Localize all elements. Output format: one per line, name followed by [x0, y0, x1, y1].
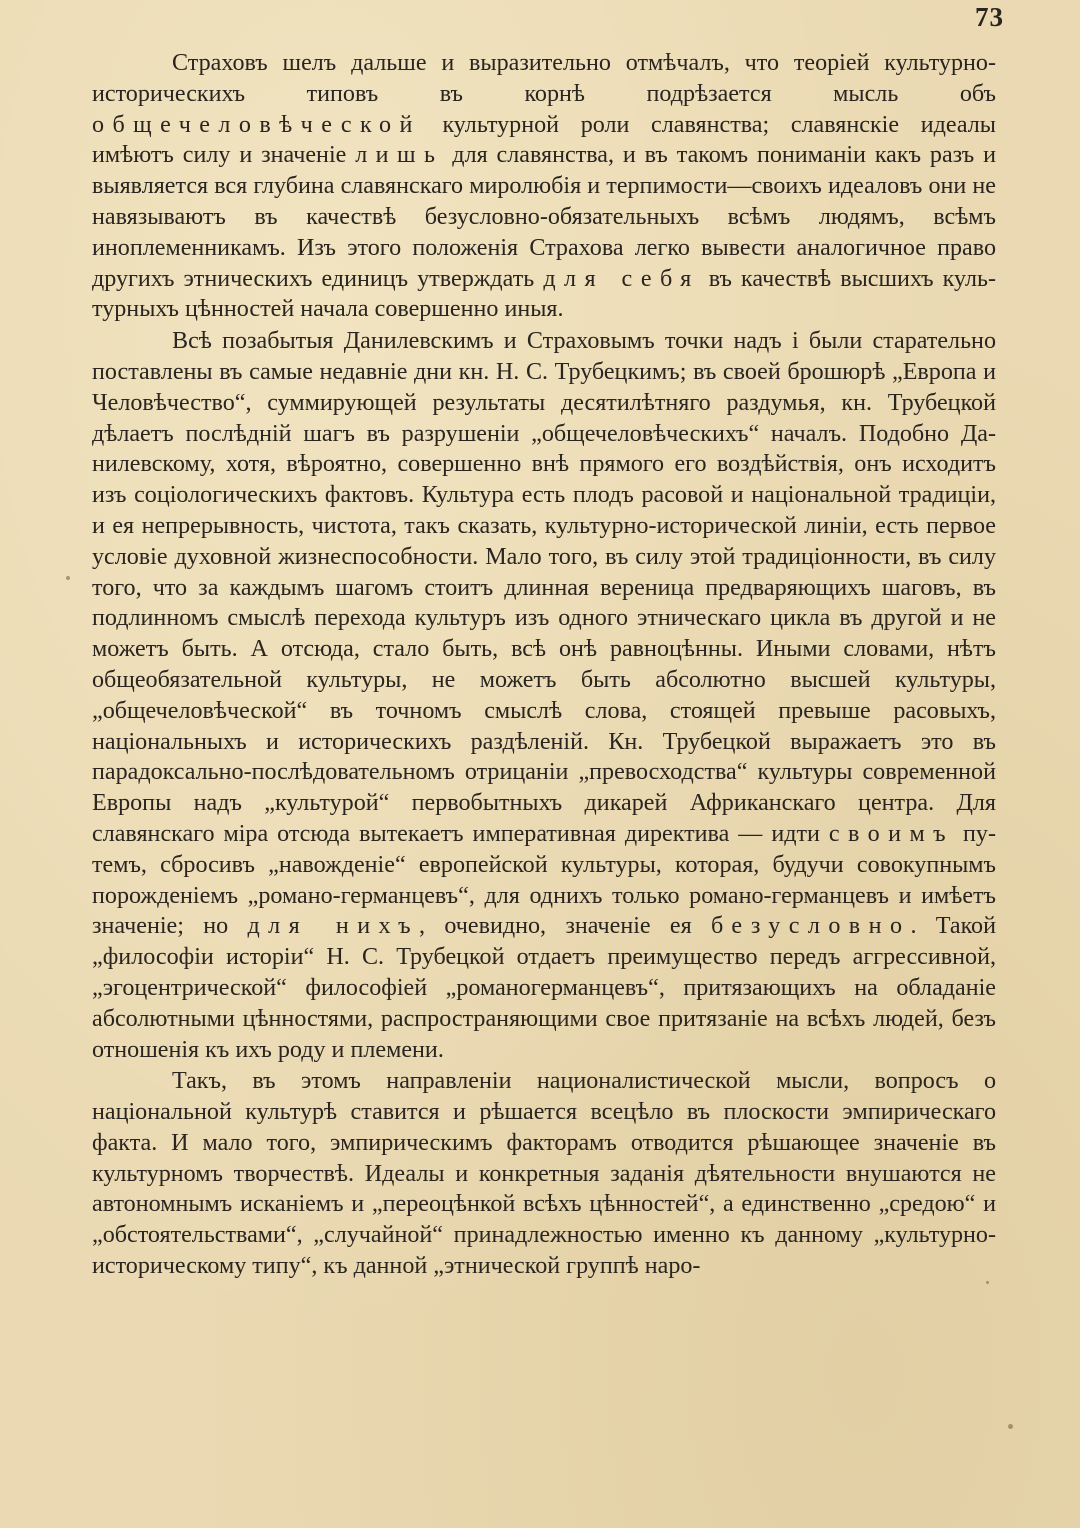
text-run: Всѣ позабытыя Данилевскимъ и Страховымъ точки надъ і были старательно поставлены въ самые недавніе дни кн. Н. С. Трубецкимъ; въ своей брошюрѣ „Европа и Человѣчество“, суммирующей результаты десятилѣтняго раздумья, кн. Трубецкой дѣлаетъ послѣдній шагъ въ разрушеніи „общечеловѣческихъ“ началъ. Подобно Данилевскому, хотя, вѣроятно, совершенно внѣ прямого его воздѣйствія, онъ исходитъ изъ соціологическихъ фактовъ. Культура есть плодъ расовой и національной традиціи, и ея непрерывность, чистота, такъ сказать, культурно-исторической линіи, есть первое условіе духовной жизнеспособности. Мало того, въ силу этой традиціонности, въ силу того, что за каждымъ шагомъ стоитъ длинная вереница предваряющихъ шаговъ, въ подлинномъ смыслѣ перехода культуръ изъ одного этническаго цикла въ другой и не можетъ быть. А отсюда, стало быть, всѣ онѣ равноцѣнны. Иными словами, нѣтъ общеобязательной культуры, не можетъ быть абсолютно высшей культуры, „общечеловѣческой“ въ точномъ смыслѣ слова, стоящей превыше расовыхъ, національныхъ и историческихъ раздѣленій. Кн. Трубецкой выражаетъ это въ парадоксально-послѣдовательномъ отрицаніи „превосходства“ культуры современной Европы надъ „культурой“ первобытныхъ дикарей Африканскаго центра. Для славянскаго міра отсюда вытекаетъ императивная директива — идти	[92, 328, 996, 847]
spaced-emphasis-text: лишь	[355, 142, 444, 169]
paragraph-2	[92, 326, 996, 1065]
text-run: Страховъ шелъ дальше и выразительно отмѣчалъ, что теоріей культурно-историческихъ типовъ въ корнѣ подрѣзается мысль объ	[92, 50, 996, 107]
ink-speck	[986, 1281, 989, 1284]
text-run: путемъ, сбросивъ „навожденіе“ европейской культуры, которая, будучи совокупнымъ порожденіемъ „романо-германцевъ“, для однихъ только романо-германцевъ и имѣетъ значеніе; но	[92, 820, 997, 940]
text-run: для славянства, и въ такомъ пониманіи какъ разъ и выявляется вся глубина славянскаго миролюбія и терпимости—своихъ идеаловъ они не навязываютъ въ качествѣ безусловно-обязательныхъ всѣмъ людямъ, всѣмъ иноплеменникамъ. Изъ этого положенія Страхова легко вывести аналогичное право другихъ этническихъ единицъ утверждать	[92, 142, 996, 292]
ink-speck	[66, 576, 70, 580]
text-run: Такъ, въ этомъ направленіи националистической мысли, вопросъ о національной культурѣ ставится и рѣшается всецѣло въ плоскости эмпирическаго факта. И мало того, эмпирическимъ факторамъ отводится рѣшающее значеніе въ культурномъ творчествѣ. Идеалы и конкретныя заданія дѣятельности внушаются не автономнымъ исканіемъ и „переоцѣнкой всѣхъ цѣнностей“, а единственно „средою“ и „обстоятельствами“, „случайной“ принадлежностью именно къ данному „культурно-историческому типу“, къ данной „этнической группѣ наро-	[92, 1068, 996, 1280]
spaced-emphasis-text: своимъ	[828, 820, 955, 847]
text-run: культурной роли славянства; славянскіе идеалы имѣютъ силу и значеніе	[92, 111, 996, 169]
text-run: . Такой „философіи исторіи“ Н. С. Трубецкой отдаетъ преимущество передъ аггрессивной, „эгоцентрической“ философіей „романогерманцевъ“, притязающихъ на обладаніе абсолютными цѣнностями, распространяющими свое притязаніе на всѣхъ людей, безъ отношенія къ ихъ роду и племени.	[92, 913, 997, 1063]
spaced-emphasis-text: для нихъ	[247, 913, 420, 940]
spaced-emphasis-text: безусловно	[711, 913, 911, 940]
paragraph-3	[92, 1066, 996, 1282]
page-number: 73	[975, 2, 1004, 32]
spaced-emphasis-text: общечеловѣческой	[92, 111, 421, 138]
text-body	[92, 48, 996, 1282]
text-run: въ качествѣ высшихъ культурныхъ цѣнностей начала совершенно иныя.	[92, 265, 996, 323]
spaced-emphasis-text: для себя	[543, 265, 700, 292]
text-run: , очевидно, значеніе ея	[419, 913, 712, 940]
ink-speck	[1008, 1424, 1013, 1429]
paragraph-1	[92, 48, 996, 325]
